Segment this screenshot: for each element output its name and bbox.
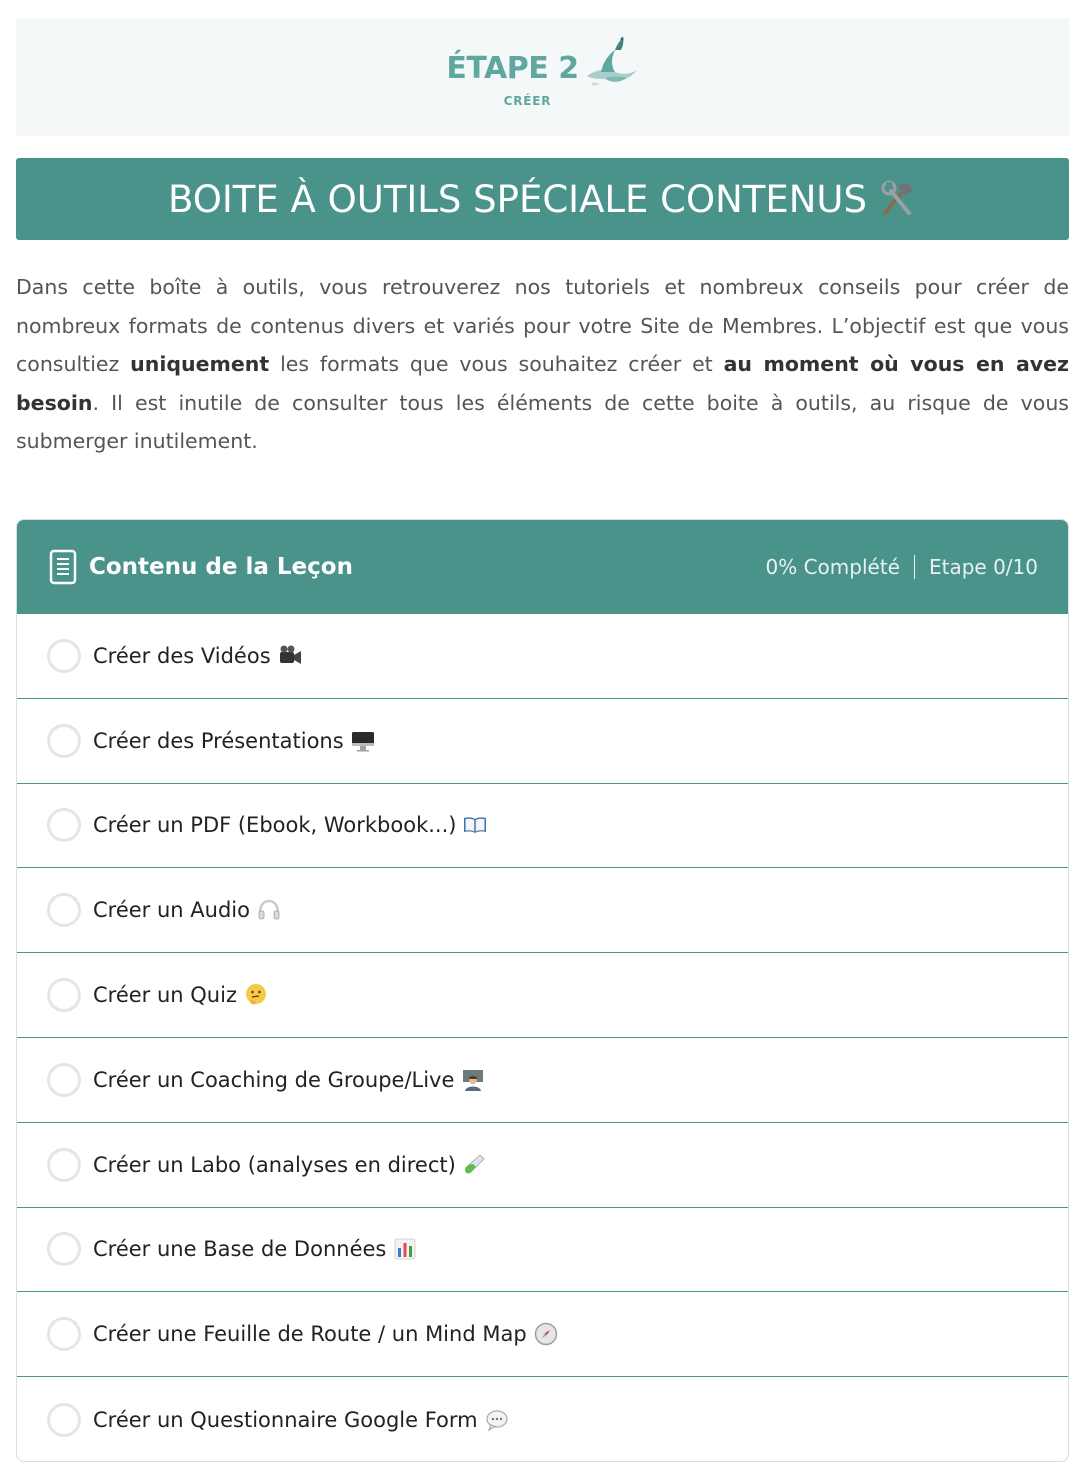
completion-radio[interactable] xyxy=(47,1232,81,1266)
lesson-status xyxy=(766,555,1039,579)
lesson-item-label[interactable]: Créer un Coaching de Groupe/Live xyxy=(93,1067,455,1092)
lesson-item-label[interactable]: Créer une Base de Données xyxy=(93,1237,387,1262)
completion-radio[interactable] xyxy=(47,639,81,673)
banner-content xyxy=(446,46,638,108)
lesson-content-panel xyxy=(16,519,1069,1462)
hammer-wrench-icon xyxy=(877,179,917,219)
intro-text-3: . Il est inutile de consulter tous les éléments de cette boite à outils, au risque de vous submerger inutilement. xyxy=(16,390,1069,453)
video-camera-icon xyxy=(277,643,303,669)
lesson-header-left xyxy=(49,549,353,585)
status-divider xyxy=(914,555,915,579)
lesson-item-label[interactable]: Créer un PDF (Ebook, Workbook...) xyxy=(93,813,457,838)
lesson-item-presentations[interactable] xyxy=(17,699,1068,784)
completion-radio[interactable] xyxy=(47,808,81,842)
intro-bold-1: uniquement xyxy=(130,352,270,376)
lesson-item-roadmap[interactable] xyxy=(17,1292,1068,1377)
open-book-icon xyxy=(462,812,488,838)
lesson-item-pdf[interactable] xyxy=(17,784,1068,869)
lesson-item-database[interactable] xyxy=(17,1208,1068,1293)
desktop-computer-icon xyxy=(350,728,376,754)
page-title-bar xyxy=(16,158,1069,240)
lesson-item-label[interactable]: Créer un Quiz xyxy=(93,983,237,1008)
completion-radio[interactable] xyxy=(47,1403,81,1437)
banner-title: ÉTAPE 2 xyxy=(446,51,579,86)
compass-icon xyxy=(533,1321,559,1347)
lesson-item-google-form[interactable] xyxy=(17,1377,1068,1462)
lesson-title: Contenu de la Leçon xyxy=(89,554,353,580)
intro-text-2: les formats que vous souhaitez créer et xyxy=(269,352,724,376)
thinking-face-icon xyxy=(243,982,269,1008)
intro-text-1: Dans cette boîte à outils, vous retrouverez nos tutoriels et nombreux conseils pour créer de nombreux formats de contenus divers et variés pour votre Site de Membres. L’objectif est que vous consultiez xyxy=(16,275,1069,376)
lesson-item-videos[interactable] xyxy=(17,614,1068,699)
headphones-icon xyxy=(256,897,282,923)
lesson-item-label[interactable]: Créer des Vidéos xyxy=(93,643,271,668)
completion-radio[interactable] xyxy=(47,1063,81,1097)
banner-title-row xyxy=(446,46,638,92)
bird-logo-icon xyxy=(581,32,639,92)
teacher-icon xyxy=(460,1067,486,1093)
completion-radio[interactable] xyxy=(47,1317,81,1351)
step-counter: Etape 0/10 xyxy=(928,555,1038,579)
intro-bold-2: au moment où vous en avez besoin xyxy=(16,352,1069,415)
lesson-item-label[interactable]: Créer un Labo (analyses en direct) xyxy=(93,1152,456,1177)
lesson-item-label[interactable]: Créer un Audio xyxy=(93,898,250,923)
lesson-item-label[interactable]: Créer des Présentations xyxy=(93,728,344,753)
lesson-item-label[interactable]: Créer une Feuille de Route / un Mind Map xyxy=(93,1322,527,1347)
intro-paragraph xyxy=(16,268,1069,461)
completion-radio[interactable] xyxy=(47,724,81,758)
step-banner xyxy=(16,18,1069,136)
lesson-item-quiz[interactable] xyxy=(17,953,1068,1038)
page-title: BOITE À OUTILS SPÉCIALE CONTENUS xyxy=(167,177,867,221)
lesson-header xyxy=(17,520,1068,614)
bar-chart-icon xyxy=(392,1236,418,1262)
banner-subtitle: CRÉER xyxy=(503,94,552,108)
completion-radio[interactable] xyxy=(47,893,81,927)
completion-radio[interactable] xyxy=(47,978,81,1012)
lesson-item-label[interactable]: Créer un Questionnaire Google Form xyxy=(93,1407,478,1432)
speech-bubble-icon xyxy=(484,1407,510,1433)
lesson-item-coaching[interactable] xyxy=(17,1038,1068,1123)
completion-radio[interactable] xyxy=(47,1148,81,1182)
completion-status: 0% Complété xyxy=(765,555,900,579)
lesson-item-audio[interactable] xyxy=(17,868,1068,953)
lesson-item-labo[interactable] xyxy=(17,1123,1068,1208)
document-icon xyxy=(49,549,77,585)
test-tube-icon xyxy=(462,1152,488,1178)
